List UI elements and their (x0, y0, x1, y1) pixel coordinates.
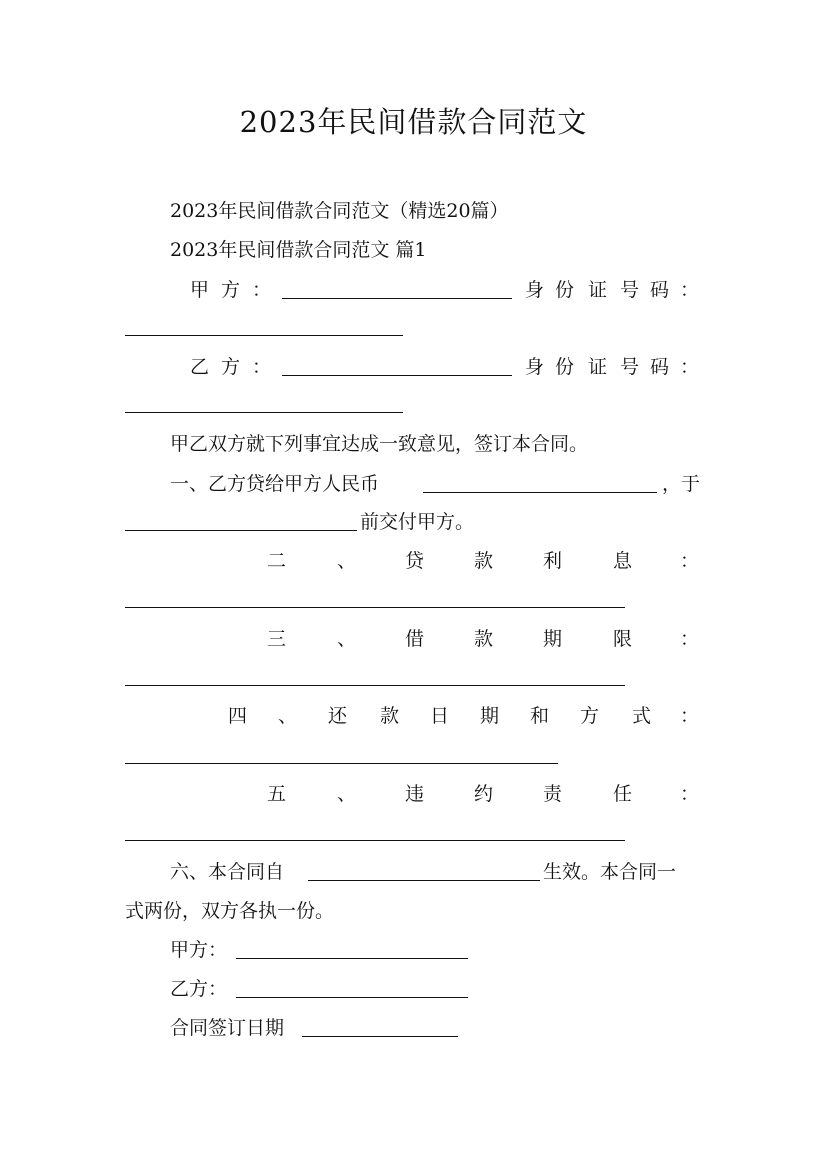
clause-4-char: 、 (278, 705, 298, 727)
party-b-id-blank (125, 412, 403, 413)
clause-2-char: 贷 (405, 550, 425, 572)
sign-date-blank (302, 1036, 458, 1037)
clause-4-char: 期 (480, 705, 500, 727)
clause-2-char: 、 (337, 550, 357, 572)
section-heading: 2023年民间借款合同范文 篇1 (170, 239, 427, 261)
party-a-label-char: 方 (221, 279, 241, 301)
clause-5-char: 五 (267, 783, 287, 805)
clause-2-char: 款 (474, 550, 494, 572)
party-a-label-char: 甲 (190, 279, 210, 301)
clause-5-char: 、 (337, 783, 357, 805)
clause-4-char: 方 (580, 705, 600, 727)
clause-2-char: 二 (267, 550, 287, 572)
clause-6-line2: 式两份，双方各执一份。 (125, 900, 335, 922)
party-a-id-char: 码 (650, 279, 670, 301)
clause-3-char: 借 (405, 628, 425, 650)
clause-1-amount-blank (423, 492, 657, 493)
party-a-id-char: 份 (555, 279, 575, 301)
party-a-id-char: 证 (588, 279, 608, 301)
sign-party-a-blank (236, 958, 468, 959)
sign-date-label: 合同签订日期 (170, 1017, 285, 1039)
party-a-id-char: 号 (620, 279, 640, 301)
party-a-label-char: ： (252, 279, 272, 301)
clause-2-char: ： (680, 550, 700, 572)
clause-4-blank (125, 763, 558, 764)
clause-3-char: 限 (613, 628, 633, 650)
clause-5-blank (125, 840, 625, 841)
party-a-id-char: 身 (525, 279, 545, 301)
party-b-id-char: ： (680, 356, 700, 378)
party-b-id-char: 码 (650, 356, 670, 378)
clause-2-char: 利 (543, 550, 563, 572)
clause-2-char: 息 (613, 550, 633, 572)
clause-4-char: 和 (530, 705, 550, 727)
sign-party-a-label: 甲方： (170, 939, 228, 961)
clause-3-char: ： (680, 628, 700, 650)
sign-party-b-label: 乙方： (170, 978, 228, 1000)
clause-6-prefix: 六、本合同自 (170, 861, 285, 883)
clause-5-char: 违 (405, 783, 425, 805)
clause-3-blank (125, 685, 625, 686)
clause-1-mid: ，于 (662, 473, 701, 495)
clause-4-char: ： (680, 705, 700, 727)
party-b-id-char: 号 (620, 356, 640, 378)
party-b-id-char: 身 (525, 356, 545, 378)
party-a-name-blank (282, 298, 512, 299)
clause-4-char: 日 (430, 705, 450, 727)
clause-1-suffix: 前交付甲方。 (360, 511, 475, 533)
clause-1-date-blank (125, 530, 357, 531)
clause-4-char: 式 (632, 705, 652, 727)
party-a-id-blank (125, 335, 403, 336)
clause-6-date-blank (308, 880, 540, 881)
party-b-name-blank (282, 375, 512, 376)
party-b-id-char: 证 (588, 356, 608, 378)
party-b-label-char: 方 (221, 356, 241, 378)
clause-6-suffix: 生效。本合同一 (543, 861, 677, 883)
clause-4-char: 四 (228, 705, 248, 727)
clause-5-char: 约 (474, 783, 494, 805)
clause-5-char: ： (680, 783, 700, 805)
clause-3-char: 款 (474, 628, 494, 650)
subtitle: 2023年民间借款合同范文（精选20篇） (170, 200, 509, 222)
party-b-label-char: 乙 (190, 356, 210, 378)
clause-3-char: 、 (337, 628, 357, 650)
clause-4-char: 款 (380, 705, 400, 727)
party-a-id-char: ： (680, 279, 700, 301)
sign-party-b-blank (236, 997, 468, 998)
party-b-id-char: 份 (555, 356, 575, 378)
party-b-label-char: ： (252, 356, 272, 378)
clause-1-prefix: 一、乙方贷给甲方人民币 (170, 473, 380, 495)
clause-3-char: 三 (267, 628, 287, 650)
clause-2-blank (125, 607, 625, 608)
clause-3-char: 期 (543, 628, 563, 650)
clause-4-char: 还 (328, 705, 348, 727)
clause-5-char: 任 (613, 783, 633, 805)
clause-5-char: 责 (543, 783, 563, 805)
intro-paragraph: 甲乙双方就下列事宜达成一致意见，签订本合同。 (170, 433, 589, 455)
page-title: 2023年民间借款合同范文 (239, 105, 588, 139)
